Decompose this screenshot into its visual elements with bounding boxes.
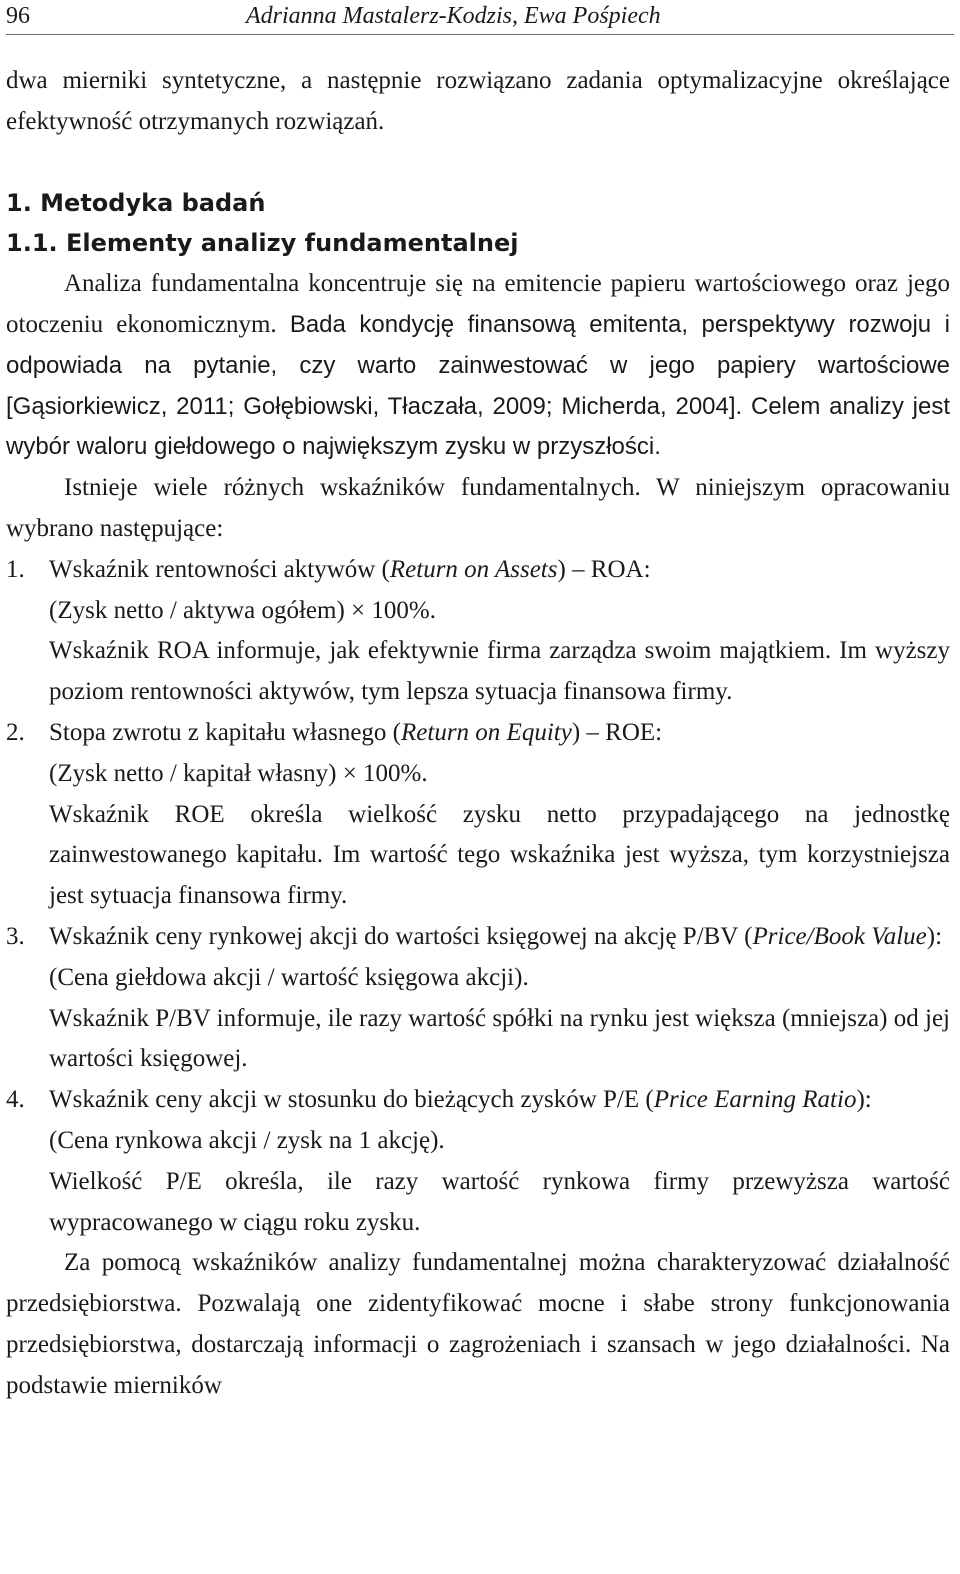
indicator-title: Wskaźnik rentowności aktywów (Return on Assets) – ROA: bbox=[49, 555, 651, 583]
paragraph-1-serif: Analiza fundamentalna koncentruje się na emitencie papieru wartościowego oraz jego otoczeniu ekonomicznym. bbox=[6, 270, 950, 338]
page-header bbox=[6, 0, 954, 35]
list-number: 2. bbox=[6, 718, 25, 746]
indicator-description: Wskaźnik ROA informuje, jak efektywnie firma zarządza swoim majątkiem. Im wyższy poziom rentowności aktywów, tym lepsza sytuacja finansowa firmy. bbox=[49, 637, 950, 706]
indicator-formula: (Zysk netto / kapitał własny) × 100%. bbox=[49, 759, 428, 787]
indicator-formula: (Cena rynkowa akcji / zysk na 1 akcję). bbox=[49, 1126, 445, 1154]
indicator-roe bbox=[6, 713, 950, 917]
indicator-formula: (Zysk netto / aktywa ogółem) × 100%. bbox=[49, 596, 436, 624]
paragraph-1-sans: Bada kondycję finansową emitenta, perspektywy rozwoju i odpowiada na pytanie, czy warto zainwestować w jego papiery wartościowe [Gąsiorkiewicz, 2011; Gołębiowski, Tłaczała, 2009; Micherda, 2004]. Celem analizy jest wybór waloru giełdowego o największym zysku w przyszłości. bbox=[6, 310, 951, 461]
indicator-description: Wskaźnik ROE określa wielkość zysku netto przypadającego na jednostkę zainwestowanego kapitału. Im wartość tego wskaźnika jest wyższa, tym korzystniejsza jest sytuacja finansowa firmy. bbox=[49, 800, 950, 910]
section-heading: 1. Metodyka badań bbox=[6, 188, 266, 217]
subsection-heading: 1.1. Elementy analizy fundamentalnej bbox=[6, 229, 519, 258]
indicator-title: Wskaźnik ceny akcji w stosunku do bieżących zysków P/E (Price Earning Ratio): bbox=[49, 1086, 872, 1114]
indicator-title: Wskaźnik ceny rynkowej akcji do wartości księgowej na akcję P/BV (Price/Book Value): bbox=[49, 922, 943, 950]
indicator-pe bbox=[6, 1080, 950, 1243]
indicator-pbv bbox=[6, 917, 950, 1080]
indicator-title: Stopa zwrotu z kapitału własnego (Return on Equity) – ROE: bbox=[49, 718, 663, 746]
indicator-description: Wskaźnik P/BV informuje, ile razy wartość spółki na rynku jest większa (mniejsza) od jej wartości księgowej. bbox=[49, 1004, 950, 1073]
indicator-description: Wielkość P/E określa, ile razy wartość rynkowa firmy przewyższa wartość wypracowanego w ciągu roku zysku. bbox=[49, 1167, 950, 1236]
list-number: 1. bbox=[6, 555, 25, 583]
indicator-roa bbox=[6, 550, 950, 713]
paragraph-3: Za pomocą wskaźników analizy fundamentalnej można charakteryzować działalność przedsiębiorstwa. Pozwalają one zidentyfikować mocne i słabe strony funkcjonowania przedsiębiorstwa, dostarczają informacji o zagrożeniach i szansach w jego działalności. Na podstawie mierników bbox=[6, 1249, 950, 1399]
list-number: 3. bbox=[6, 922, 25, 950]
page-number: 96 bbox=[6, 3, 30, 29]
paragraph-1 bbox=[6, 264, 950, 468]
running-head: Adrianna Mastalerz-Kodzis, Ewa Pośpiech bbox=[246, 3, 661, 29]
paragraph-2: Istnieje wiele różnych wskaźników fundamentalnych. W niniejszym opracowaniu wybrano następujące: bbox=[6, 474, 950, 542]
list-number: 4. bbox=[6, 1086, 25, 1114]
intro-paragraph: dwa mierniki syntetyczne, a następnie rozwiązano zadania optymalizacyjne określające efektywność otrzymanych rozwiązań. bbox=[6, 67, 950, 135]
indicator-formula: (Cena giełdowa akcji / wartość księgowa akcji). bbox=[49, 963, 529, 991]
page-body bbox=[6, 61, 950, 1407]
